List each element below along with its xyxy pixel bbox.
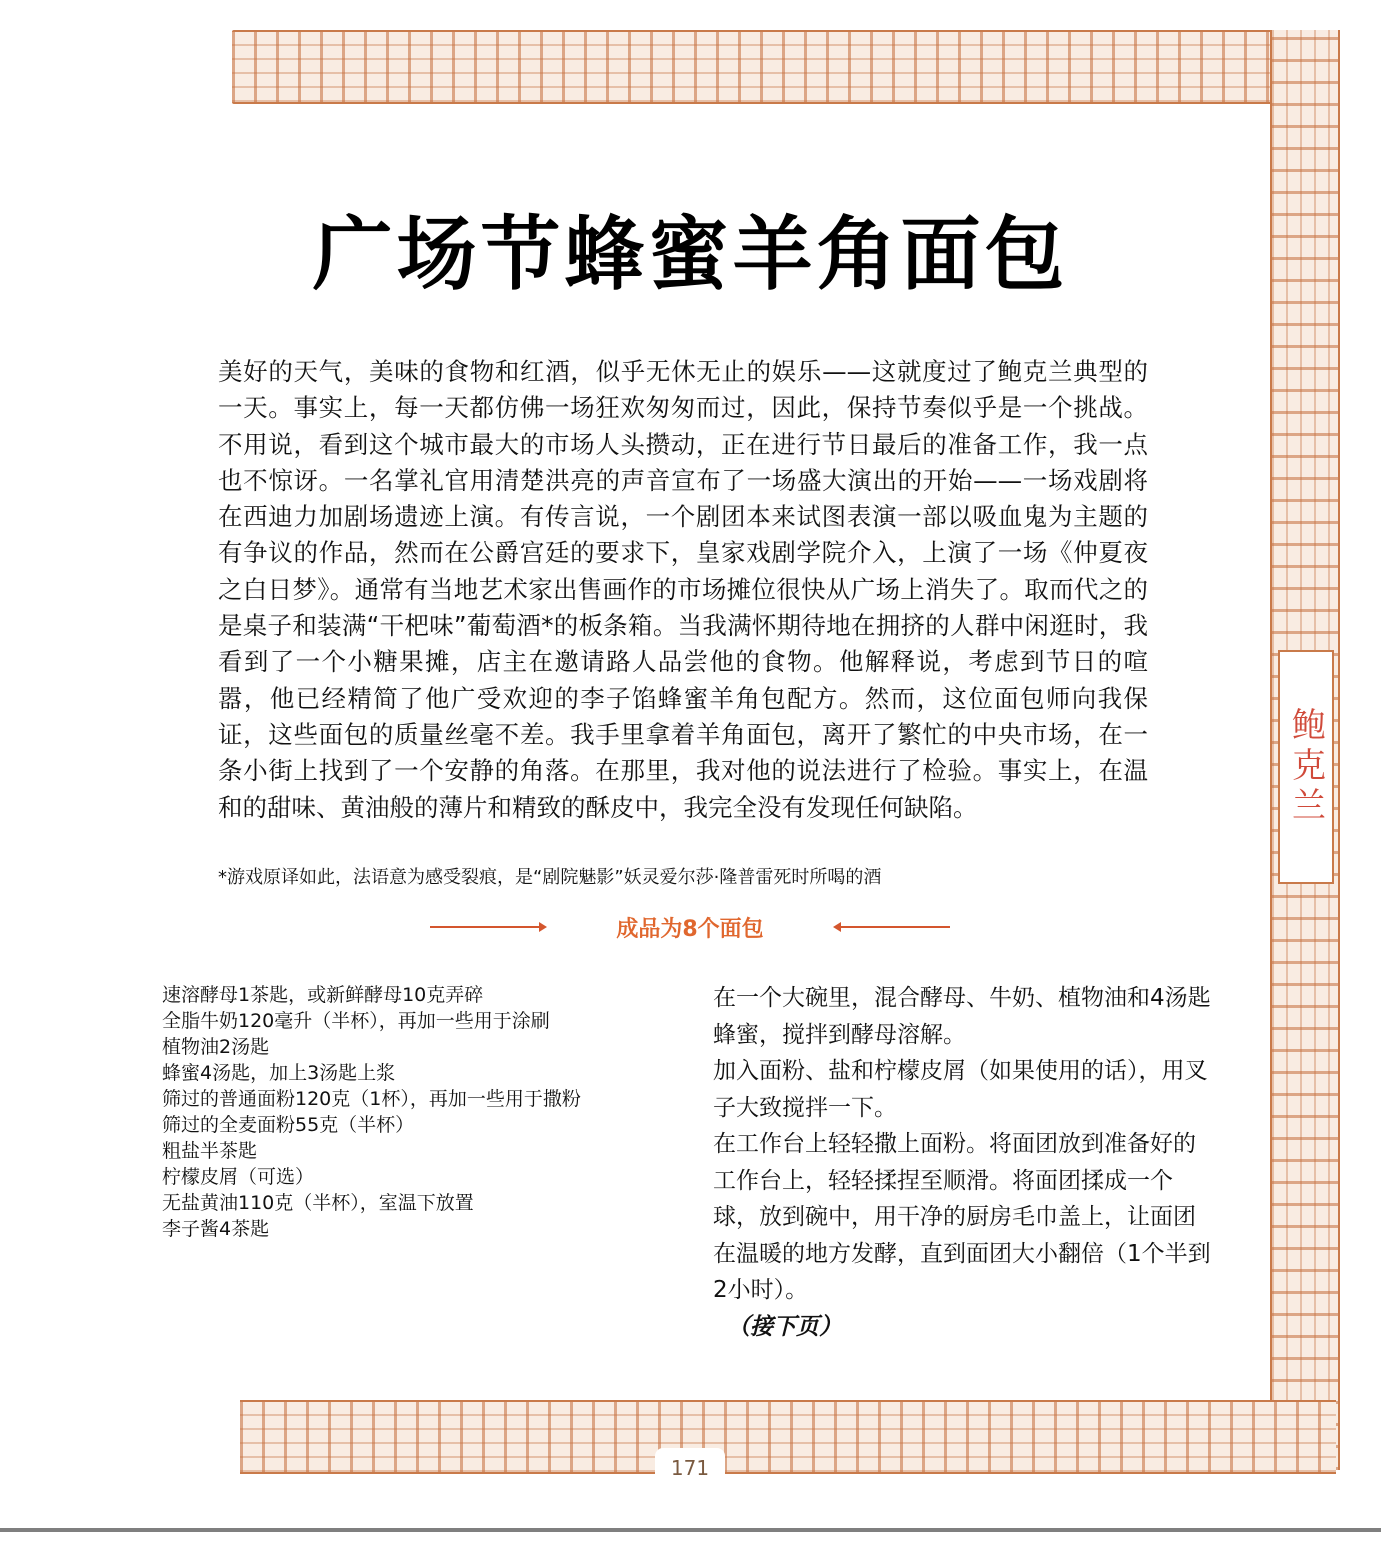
page-title: 广场节蜂蜜羊角面包 [312,208,1069,301]
footnote: *游戏原译如此，法语意为感受裂痕，是“剧院魅影”妖灵爱尔莎·隆普雷死时所喝的酒 [218,867,882,888]
ingredient-item: 李子酱4茶匙 [162,1218,270,1240]
chapter-side-tab [1278,650,1334,884]
ingredient-list [162,982,602,1242]
ornamental-border-top [232,30,1336,104]
yield-label: 成品为8个面包 [616,916,764,942]
page-number: 171 [670,1456,710,1480]
ingredient-item: 筛过的全麦面粉55克（半杯） [162,1114,415,1136]
ingredient-item: 无盐黄油110克（半杯），室温下放置 [162,1192,474,1214]
yield-rule-left [430,926,545,928]
ingredient-item: 筛过的普通面粉120克（1杯），再加一些用于撒粉 [162,1088,581,1110]
method-step: 在一个大碗里，混合酵母、牛奶、植物油和4汤匙蜂蜜，搅拌到酵母溶解。 [713,985,1211,1048]
method-step: 加入面粉、盐和柠檬皮屑（如果使用的话），用叉子大致搅拌一下。 [713,1058,1208,1121]
ingredient-item: 柠檬皮屑（可选） [162,1166,315,1188]
ingredient-item: 植物油2汤匙 [162,1036,270,1058]
ingredient-item: 全脂牛奶120毫升（半杯），再加一些用于涂刷 [162,1010,550,1032]
ingredient-item: 蜂蜜4汤匙，加上3汤匙上浆 [162,1062,396,1084]
intro-section [218,354,1148,826]
yield-banner [430,907,950,947]
intro-paragraph: 美好的天气，美味的食物和红酒，似乎无休无止的娱乐——这就度过了鲍克兰典型的一天。事实上，每一天都仿佛一场狂欢匆匆而过，因此，保持节奏似乎是一个挑战。不用说，看到这个城市最大的市场人头攒动，正在进行节日最后的准备工作，我一点也不惊讶。一名掌礼官用清楚洪亮的声音宣布了一场盛大演出的开始——一场戏剧将在西迪力加剧场遗迹上演。有传言说，一个剧团本来试图表演一部以吸血鬼为主题的有争议的作品，然而在公爵宫廷的要求下，皇家戏剧学院介入，上演了一场《仲夏夜之白日梦》。通常有当地艺术家出售画作的市场摊位很快从广场上消失了。取而代之的是桌子和装满“干杷味”葡萄酒*的板条箱。当我满怀期待地在拥挤的人群中闲逛时，我看到了一个小糖果摊，店主在邀请路人品尝他的食物。他解释说，考虑到节日的喧嚣，他已经精简了他广受欢迎的李子馅蜂蜜羊角包配方。然而，这位面包师向我保证，这些面包的质量丝毫不差。我手里拿着羊角面包，离开了繁忙的中央市场，在一条小街上找到了一个安静的角落。在那里，我对他的说法进行了检验。事实上，在温和的甜味、黄油般的薄片和精致的酥皮中，我完全没有发现任何缺陷。 [218,357,1148,822]
ornamental-border-bottom [240,1400,1336,1474]
chapter-side-tab-label: 鲍克兰 [1285,707,1326,827]
method-steps [713,980,1213,1345]
method-step: 在工作台上轻轻撒上面粉。将面团放到准备好的工作台上，轻轻揉捏至顺滑。将面团揉成一个球，放到碗中，用干净的厨房毛巾盖上，让面团在温暖的地方发酵，直到面团大小翻倍（1个半到2小时）。 [713,1131,1211,1303]
ingredient-item: 粗盐半茶匙 [162,1140,258,1162]
ingredient-item: 速溶酵母1茶匙，或新鲜酵母10克弄碎 [162,984,484,1006]
continued-note: （接下页） [727,1313,842,1340]
yield-rule-right [835,926,950,928]
bottom-divider [0,1528,1381,1532]
